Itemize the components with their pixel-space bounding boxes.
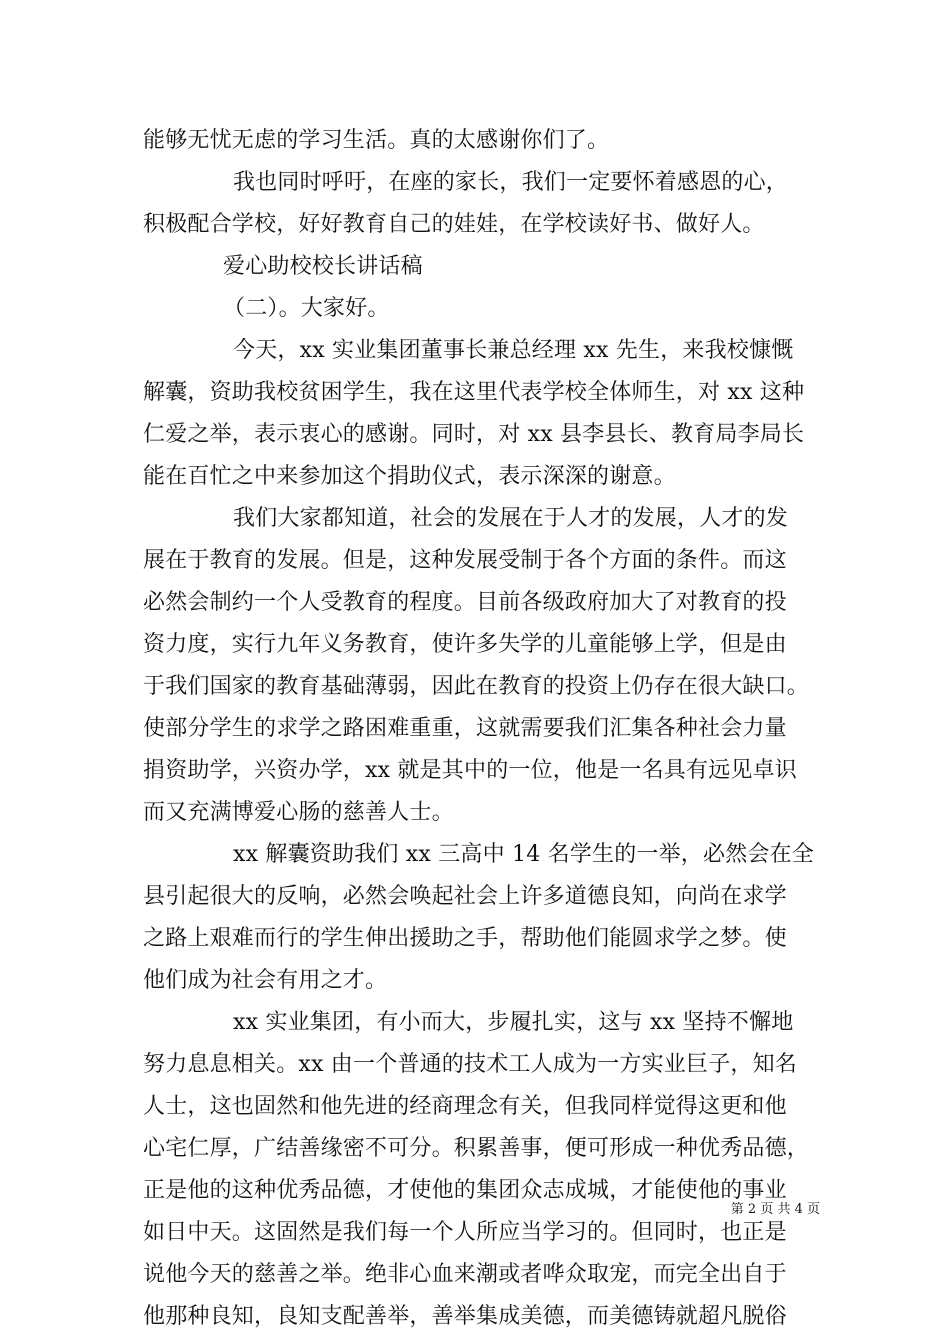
text-line: 县引起很大的反响，必然会唤起社会上许多道德良知，向尚在求学 — [143, 884, 787, 909]
text-line: 展在于教育的发展。但是，这种发展受制于各个方面的条件。而这 — [143, 548, 787, 573]
text-line: 爱心助校校长讲话稿 — [223, 254, 423, 279]
text-line: 而又充满博爱心肠的慈善人士。 — [143, 800, 454, 825]
text-line: 我也同时呼吁，在座的家长，我们一定要怀着感恩的心， — [233, 170, 789, 195]
paragraph — [143, 498, 823, 834]
text-line: 资力度，实行九年义务教育，使许多失学的儿童能够上学，但是由 — [143, 632, 787, 657]
paragraph — [143, 330, 823, 498]
text-line: 他们成为社会有用之才。 — [143, 968, 388, 993]
text-line: （二）。大家好。 — [223, 296, 390, 321]
text-line: 于我们国家的教育基础薄弱，因此在教育的投资上仍存在很大缺口。 — [143, 674, 810, 699]
text-line: 使部分学生的求学之路困难重重，这就需要我们汇集各种社会力量 — [143, 716, 787, 741]
paragraph — [143, 1002, 823, 1338]
paragraph — [143, 162, 823, 246]
text-line: 如日中天。这固然是我们每一个人所应当学习的。但同时，也正是 — [143, 1220, 787, 1245]
paragraph — [143, 288, 823, 330]
text-line: 今天，xx 实业集团董事长兼总经理 xx 先生，来我校慷慨 — [233, 338, 794, 363]
paragraph — [143, 246, 823, 288]
text-line: 之路上艰难而行的学生伸出援助之手，帮助他们能圆求学之梦。使 — [143, 926, 787, 951]
text-line: 能够无忧无虑的学习生活。真的太感谢你们了。 — [143, 128, 610, 153]
text-line: 人士，这也固然和他先进的经商理念有关，但我同样觉得这更和他 — [143, 1094, 787, 1119]
text-line: 心宅仁厚，广结善缘密不可分。积累善事，便可形成一种优秀品德， — [143, 1136, 810, 1161]
text-line: 能在百忙之中来参加这个捐助仪式，表示深深的谢意。 — [143, 464, 676, 489]
text-line: 努力息息相关。xx 由一个普通的技术工人成为一方实业巨子，知名 — [143, 1052, 798, 1077]
text-line: 必然会制约一个人受教育的程度。目前各级政府加大了对教育的投 — [143, 590, 787, 615]
text-line: 仁爱之举，表示衷心的感谢。同时，对 xx 县李县长、教育局李局长 — [143, 422, 805, 447]
text-line: 正是他的这种优秀品德，才使他的集团众志成城，才能使他的事业 — [143, 1178, 787, 1203]
text-line: 我们大家都知道，社会的发展在于人才的发展，人才的发 — [233, 506, 789, 531]
page-number-footer: 第 2 页 共 4 页 — [730, 1202, 820, 1217]
paragraph — [143, 120, 823, 162]
text-line: xx 解囊资助我们 xx 三高中 14 名学生的一举，必然会在全 — [233, 842, 814, 867]
text-line: xx 实业集团，有小而大，步履扎实，这与 xx 坚持不懈地 — [233, 1010, 794, 1035]
text-line: 他那种良知，良知支配善举，善举集成美德，而美德铸就超凡脱俗 — [143, 1304, 787, 1329]
text-line: 捐资助学，兴资办学，xx 就是其中的一位，他是一名具有远见卓识 — [143, 758, 798, 783]
paragraph — [143, 834, 823, 1002]
text-line: 说他今天的慈善之举。绝非心血来潮或者哗众取宠，而完全出自于 — [143, 1262, 787, 1287]
text-line: 解囊，资助我校贫困学生，我在这里代表学校全体师生，对 xx 这种 — [143, 380, 805, 405]
document-body — [143, 120, 823, 1338]
text-line: 积极配合学校，好好教育自己的娃娃，在学校读好书、做好人。 — [143, 212, 765, 237]
